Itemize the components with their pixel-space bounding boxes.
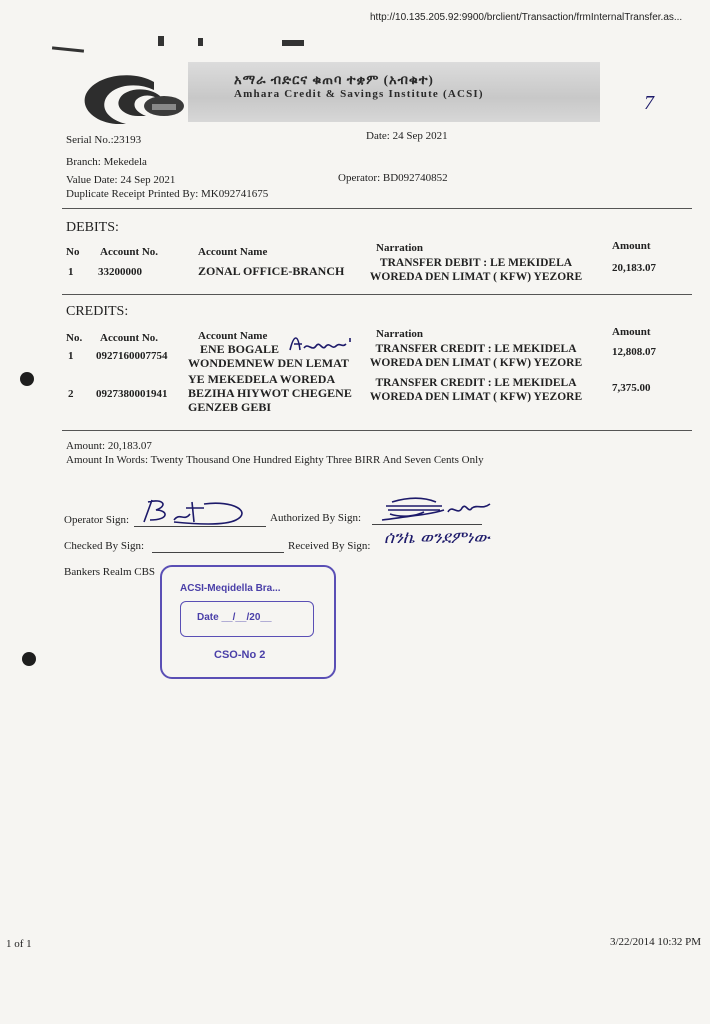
debits-header-account: Account No.	[100, 246, 159, 258]
credits-title: CREDITS:	[66, 304, 129, 319]
scan-smudge	[198, 38, 203, 46]
credit-row-name-line1: YE MEKEDELA WOREDA	[188, 372, 336, 386]
branch: Branch: Mekedela	[66, 156, 147, 168]
credit-row-narration: TRANSFER CREDIT : LE MEKIDELA WOREDA DEN LIMAT ( KFW) YEZORE	[369, 377, 583, 403]
handwritten-signature	[286, 330, 356, 358]
amount-in-words: Amount In Words: Twenty Thousand One Hundred Eighty Three BIRR And Seven Cents Only	[66, 454, 484, 466]
credits-header-name: Account Name	[198, 330, 268, 342]
branch-stamp	[160, 565, 336, 679]
stamp-cso: CSO-No 2	[214, 649, 266, 661]
punch-hole	[20, 372, 34, 386]
credits-header-no: No.	[66, 332, 83, 344]
institute-banner	[188, 62, 600, 122]
divider	[62, 294, 692, 295]
punch-hole	[22, 652, 36, 666]
authorized-signature	[372, 494, 498, 528]
authorized-sign-label: Authorized By Sign:	[270, 512, 362, 524]
debit-row-no: 1	[68, 266, 74, 278]
print-timestamp: 3/22/2014 10:32 PM	[610, 936, 702, 948]
credit-row-account: 0927380001941	[96, 388, 168, 400]
credit-row-amount: 12,808.07	[612, 346, 656, 358]
serial-number: Serial No.:23193	[66, 134, 142, 146]
value-date: Value Date: 24 Sep 2021	[66, 174, 176, 186]
received-handwriting: ሰንኬ ወንደምነው	[384, 528, 490, 548]
institute-name-english: Amhara Credit & Savings Institute (ACSI)	[234, 88, 484, 100]
stamp-branch: ACSI-Meqidella Bra...	[180, 583, 281, 594]
stamp-date: Date __/__/20__	[197, 612, 272, 623]
duplicate-printed-by: Duplicate Receipt Printed By: MK092741675	[66, 188, 269, 200]
debit-row-narration: TRANSFER DEBIT : LE MEKIDELA WOREDA DEN LIMAT ( KFW) YEZORE	[369, 257, 583, 283]
credit-row-narration: TRANSFER CREDIT : LE MEKIDELA WOREDA DEN LIMAT ( KFW) YEZORE	[369, 343, 583, 369]
debit-row-amount: 20,183.07	[612, 262, 656, 274]
acsi-logo	[76, 68, 186, 128]
credit-row-amount: 7,375.00	[612, 382, 651, 394]
divider	[62, 430, 692, 431]
total-amount: Amount: 20,183.07	[66, 440, 152, 452]
checked-sign-line	[152, 552, 284, 553]
handwritten-mark: 7	[644, 92, 654, 114]
credit-row-no: 2	[68, 388, 74, 400]
credits-header-narration: Narration	[376, 328, 424, 340]
debits-title: DEBITS:	[66, 220, 119, 235]
credits-header-account: Account No.	[100, 332, 159, 344]
divider	[62, 208, 692, 209]
operator-sign-label: Operator Sign:	[64, 514, 130, 526]
debit-row-account: 33200000	[98, 266, 142, 278]
credits-header-amount: Amount	[612, 326, 651, 338]
credit-row-no: 1	[68, 350, 74, 362]
scan-smudge	[158, 36, 164, 46]
debits-header-amount: Amount	[612, 240, 651, 252]
debits-header-narration: Narration	[376, 242, 424, 254]
received-sign-label: Received By Sign:	[288, 540, 371, 552]
credit-row-name-line1: ENE BOGALE	[200, 342, 280, 356]
debits-header-no: No	[66, 246, 80, 258]
operator-signature	[134, 496, 254, 530]
checked-sign-label: Checked By Sign:	[64, 540, 145, 552]
scan-smudge	[282, 40, 304, 46]
receipt-date: Date: 24 Sep 2021	[366, 130, 448, 142]
institute-name-amharic: አማራ ብድርና ቁጠባ ተቋም (አብቁተ)	[234, 72, 434, 87]
scan-smudge	[52, 46, 84, 52]
credit-row-name-line3: GENZEB GEBI	[188, 400, 272, 414]
credit-row-name-line2: BEZIHA HIYWOT CHEGENE	[188, 386, 352, 400]
stamp-date-box	[180, 601, 314, 637]
credit-row-account: 0927160007754	[96, 350, 168, 362]
credit-row-name-line2: WONDEMNEW DEN LEMAT	[188, 356, 349, 370]
page-url: http://10.135.205.92:9900/brclient/Transaction/frmInternalTransfer.as...	[370, 12, 683, 23]
bankers-realm: Bankers Realm CBS	[64, 566, 156, 578]
operator-id: Operator: BD092740852	[338, 172, 448, 184]
debit-row-name: ZONAL OFFICE-BRANCH	[198, 264, 345, 278]
debits-header-name: Account Name	[198, 246, 268, 258]
page-number: 1 of 1	[6, 938, 32, 950]
